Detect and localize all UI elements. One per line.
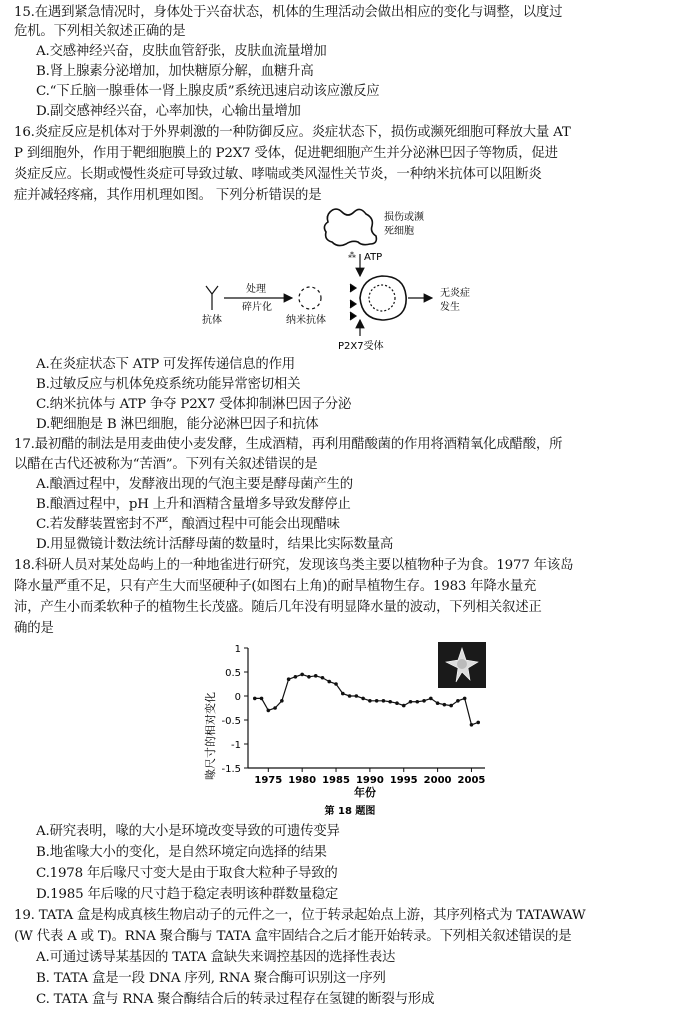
- beak-size-point: [267, 709, 271, 713]
- q15-option-b: B.肾上腺素分泌增加，加快糖原分解，血糖升高: [36, 64, 314, 79]
- beak-size-point: [375, 699, 379, 703]
- q19-stem-line-1: 19. TATA 盒是构成真核生物启动子的元件之一，位于转录起始点上游，其序列格式为 TATAWAW: [14, 908, 586, 923]
- x-tick-label: 1975: [254, 775, 283, 786]
- q16-option-b: B.过敏反应与机体免疫系统功能异常密切相关: [36, 377, 301, 392]
- beak-size-point: [463, 697, 467, 701]
- beak-size-point: [334, 682, 338, 686]
- y-tick-label: -0.5: [221, 716, 241, 727]
- beak-size-point: [436, 701, 440, 705]
- beak-size-point: [300, 673, 304, 677]
- beak-size-point: [355, 694, 359, 698]
- beak-size-point: [368, 699, 372, 703]
- damaged-cell-label-2: 死细胞: [384, 226, 414, 237]
- x-tick-label: 1980: [288, 775, 317, 786]
- q15-stem-line-2: 危机。下列相关叙述正确的是: [14, 24, 186, 39]
- q15-stem-line-1: 15.在遇到紧急情况时，身体处于兴奋状态，机体的生理活动会做出相应的变化与调整，以度过: [14, 5, 563, 20]
- y-tick-label: 0.5: [225, 668, 241, 679]
- q17-option-c: C.若发酵装置密封不严，酿酒过程中可能会出现醋味: [36, 517, 340, 532]
- chart-caption: 第 18 题图: [324, 806, 376, 817]
- q18-stem-line-3: 沛，产生小而柔软种子的植物生长茂盛。随后几年没有明显降水量的波动，下列相关叙述正: [14, 600, 542, 615]
- beak-size-point: [449, 704, 453, 708]
- beak-size-point: [341, 692, 345, 696]
- beak-size-point: [429, 697, 433, 701]
- beak-size-point: [321, 676, 325, 680]
- target-cell-shape: [360, 276, 406, 320]
- x-tick-label: 1990: [355, 775, 384, 786]
- atp-label: ATP: [364, 252, 383, 263]
- q16-stem-line-3: 炎症反应。长期或慢性炎症可导致过敏、哮喘或类风湿性关节炎，一种纳米抗体可以阻断炎: [14, 167, 542, 182]
- q18-stem-line-2: 降水量严重不足，只有产生大而坚硬种子(如图右上角)的耐旱植物生存。1983 年降水量充: [14, 579, 537, 594]
- q16-stem-line-4: 症并减轻疼痛，其作用机理如图。 下列分析错误的是: [14, 188, 322, 203]
- beak-size-point: [361, 697, 365, 701]
- nano-antibody-label: 纳米抗体: [286, 315, 326, 326]
- x-tick-label: 2000: [423, 775, 452, 786]
- damaged-cell-label-1: 损伤或濒: [384, 212, 424, 223]
- antibody-icon: [206, 286, 218, 310]
- beak-size-point: [415, 700, 419, 704]
- process-label: 处理: [246, 284, 266, 295]
- chart-y-axis-label: 喙尺寸的相对变化: [204, 692, 217, 780]
- y-tick-label: -1: [231, 740, 241, 751]
- q18-option-a: A.研究表明，喙的大小是环境改变导致的可遗传变异: [36, 824, 340, 839]
- q16-mechanism-diagram: [200, 206, 500, 356]
- q17-option-a: A.酿酒过程中，发酵液出现的气泡主要是酵母菌产生的: [36, 477, 353, 492]
- beak-size-point: [456, 699, 460, 703]
- q17-stem-line-2: 以醋在古代还被称为“苦酒”。下列有关叙述错误的是: [14, 457, 318, 472]
- q17-option-b: B.酿酒过程中，pH 上升和酒精含量增多导致发酵停止: [36, 497, 351, 512]
- beak-size-point: [287, 677, 291, 681]
- q16-stem-line-1: 16.炎症反应是机体对于外界刺激的一种防御反应。炎症状态下，损伤或濒死细胞可释放大量 AT: [14, 125, 571, 140]
- beak-size-point: [314, 674, 318, 678]
- q15-option-a: A.交感神经兴奋，皮肤血管舒张，皮肤血流量增加: [36, 44, 327, 59]
- q15-option-d: D.副交感神经兴奋，心率加快，心输出量增加: [36, 104, 301, 119]
- q18-stem-line-1: 18.科研人员对某处岛屿上的一种地雀进行研究，发现该鸟类主要以植物种子为食。1977 年该岛: [14, 558, 574, 573]
- q16-option-c: C.纳米抗体与 ATP 争夺 P2X7 受体抑制淋巴因子分泌: [36, 397, 352, 412]
- occurs-label: 发生: [440, 302, 460, 313]
- q16-option-d: D.靶细胞是 B 淋巴细胞，能分泌淋巴因子和抗体: [36, 417, 319, 432]
- beak-size-point: [348, 694, 352, 698]
- atp-dots-icon: ⁂: [348, 251, 356, 260]
- beak-size-point: [273, 706, 277, 710]
- p2x7-receptor-icons: [350, 284, 356, 320]
- x-tick-label: 2005: [457, 775, 486, 786]
- beak-size-point: [395, 701, 399, 705]
- beak-size-point: [388, 700, 392, 704]
- q19-option-a: A.可通过诱导某基因的 TATA 盒缺失来调控基因的选择性表达: [36, 950, 396, 965]
- receptor-label: P2X7受体: [338, 341, 384, 352]
- q15-option-c: C.“下丘脑一腺垂体一肾上腺皮质”系统迅速启动该应激反应: [36, 84, 380, 99]
- beak-size-point: [260, 697, 264, 701]
- beak-size-point: [294, 675, 298, 679]
- q18-option-d: D.1985 年后喙的尺寸趋于稳定表明该种群数量稳定: [36, 887, 339, 902]
- beak-size-point: [402, 704, 406, 708]
- q16-option-a: A.在炎症状态下 ATP 可发挥传递信息的作用: [36, 357, 295, 372]
- q19-option-c: C. TATA 盒与 RNA 聚合酶结合后的转录过程存在氢键的断裂与形成: [36, 992, 435, 1007]
- beak-size-point: [409, 700, 413, 704]
- seed-image: [438, 642, 486, 688]
- beak-size-point: [443, 703, 447, 707]
- beak-size-point: [470, 723, 474, 727]
- q16-stem-line-2: P 到细胞外，作用于靶细胞膜上的 P2X7 受体，促进靶细胞产生并分泌淋巴因子等物质，促进: [14, 146, 558, 161]
- antibody-label: 抗体: [202, 315, 222, 326]
- nucleus-icon: [369, 285, 395, 311]
- q19-stem-line-2: (W 代表 A 或 T)。RNA 聚合酶与 TATA 盒牢固结合之后才能开始转录。下列相关叙述错误的是: [14, 929, 572, 944]
- q18-beak-chart: [200, 636, 500, 821]
- q18-option-b: B.地雀喙大小的变化，是自然环境定向选择的结果: [36, 845, 327, 860]
- beak-size-point: [307, 675, 311, 679]
- beak-size-point: [476, 721, 480, 725]
- q18-stem-line-4: 确的是: [14, 621, 54, 636]
- no-inflammation-label: 无炎症: [440, 288, 470, 299]
- beak-size-point: [327, 680, 331, 684]
- beak-size-point: [422, 699, 426, 703]
- q17-stem-line-1: 17.最初醋的制法是用麦曲使小麦发酵，生成酒精，再利用醋酸菌的作用将酒精氧化成醋酸，所: [14, 437, 563, 452]
- y-tick-label: 1: [234, 644, 241, 655]
- x-tick-label: 1985: [322, 775, 350, 786]
- q18-option-c: C.1978 年后喙尺寸变大是由于取食大粒种子导致的: [36, 866, 338, 881]
- chart-x-axis-label: 年份: [354, 786, 376, 799]
- x-tick-label: 1995: [389, 775, 418, 786]
- q17-option-d: D.用显微镜计数法统计活酵母菌的数量时，结果比实际数量高: [36, 537, 394, 552]
- damaged-cell-shape: [324, 209, 376, 246]
- fragment-label: 碎片化: [242, 302, 272, 313]
- nano-antibody-icon: [299, 287, 321, 309]
- y-tick-label: 0: [234, 692, 241, 703]
- beak-size-point: [382, 699, 386, 703]
- y-tick-label: -1.5: [221, 764, 241, 775]
- beak-size-point: [280, 699, 284, 703]
- beak-size-point: [253, 697, 257, 701]
- q19-option-b: B. TATA 盒是一段 DNA 序列, RNA 聚合酶可识别这一序列: [36, 971, 386, 986]
